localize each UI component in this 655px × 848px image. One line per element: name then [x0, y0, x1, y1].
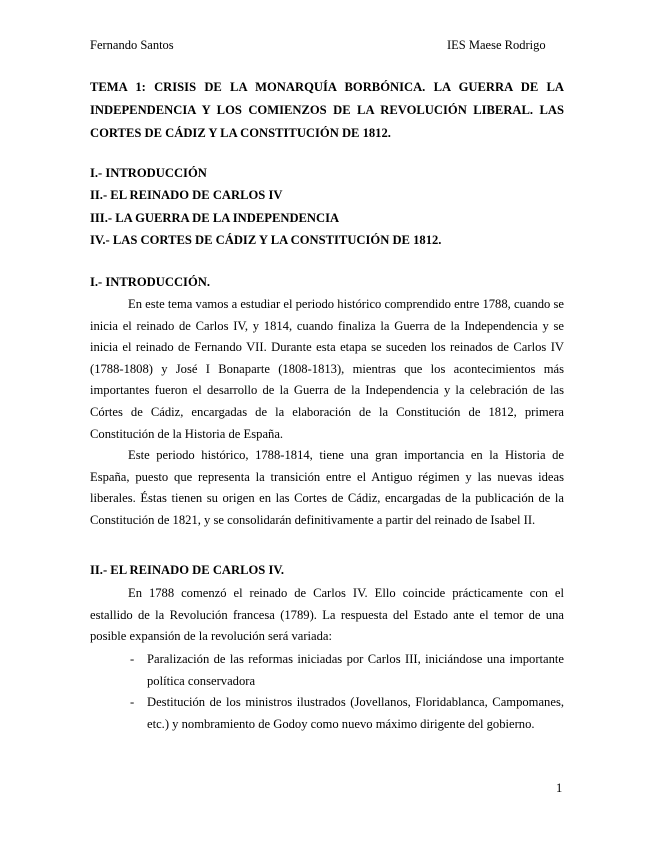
page-number: 1 [556, 781, 563, 795]
list-item-text: Destitución de los ministros ilustrados (Jovellanos, Floridablanca, Campomanes, etc.) y nombramiento de Godoy como nuevo máximo dirigente del gobierno. [147, 695, 564, 731]
list-item-text: Paralización de las reformas iniciadas por Carlos III, iniciándose una importante política conservadora [147, 652, 564, 688]
bullet-dash: - [130, 695, 135, 710]
paragraph: En este tema vamos a estudiar el periodo histórico comprendido entre 1788, cuando se inicia el reinado de Carlos IV, y 1814, cuando finaliza la Guerra de la Independencia y se inicia el reinado de Fernando VII. Durante esta etapa se suceden los reinados de Carlos IV (1788-1808) y José I Bonaparte (1808-1813), mientras que los acontecimientos más importantes fueron el desarrollo de la Guerra de la Independencia y la celebración de las Córtes de Cádiz, encargadas de la elaboración de la Constitución de 1812, primera Constitución de la Historia de España. [90, 297, 564, 441]
table-of-contents [90, 162, 441, 251]
section-heading-introduccion: I.- INTRODUCCIÓN. [90, 275, 210, 289]
header-school: IES Maese Rodrigo [447, 38, 546, 52]
bullet-list [90, 649, 564, 735]
toc-item-2: II.- EL REINADO DE CARLOS IV [90, 188, 283, 203]
section-introduccion-body [90, 294, 564, 532]
paragraph: En 1788 comenzó el reinado de Carlos IV. Ello coincide prácticamente con el estallido de la Revolución francesa (1789). La respuesta del Estado ante el temor de una posible expansión de la revolución será variada: [90, 586, 564, 644]
document-title: TEMA 1: CRISIS DE LA MONARQUÍA BORBÓNICA. LA GUERRA DE LA INDEPENDENCIA Y LOS COMIENZOS DE LA REVOLUCIÓN LIBERAL. LAS CORTES DE CÁDIZ Y LA CONSTITUCIÓN DE 1812. [90, 80, 564, 140]
section-heading-carlos-iv: II.- EL REINADO DE CARLOS IV. [90, 563, 284, 577]
toc-item-1: I.- INTRODUCCIÓN [90, 166, 207, 180]
paragraph: Este periodo histórico, 1788-1814, tiene una gran importancia en la Historia de España, puesto que representa la transición entre el Antiguo régimen y las nuevas ideas liberales. Éstas tienen su origen en las Cortes de Cádiz, encargadas de la publicación de la Constitución de 1821, y se consolidarán definitivamente a partir del reinado de Isabel II. [90, 448, 564, 527]
list-item [90, 649, 564, 692]
section-carlos-iv-body [90, 583, 564, 648]
header-author: Fernando Santos [90, 38, 174, 52]
toc-item-3: III.- LA GUERRA DE LA INDEPENDENCIA [90, 210, 340, 225]
bullet-dash: - [130, 652, 135, 666]
list-item [90, 692, 564, 735]
toc-item-4: IV.- LAS CORTES DE CÁDIZ Y LA CONSTITUCIÓN DE 1812. [90, 232, 442, 247]
